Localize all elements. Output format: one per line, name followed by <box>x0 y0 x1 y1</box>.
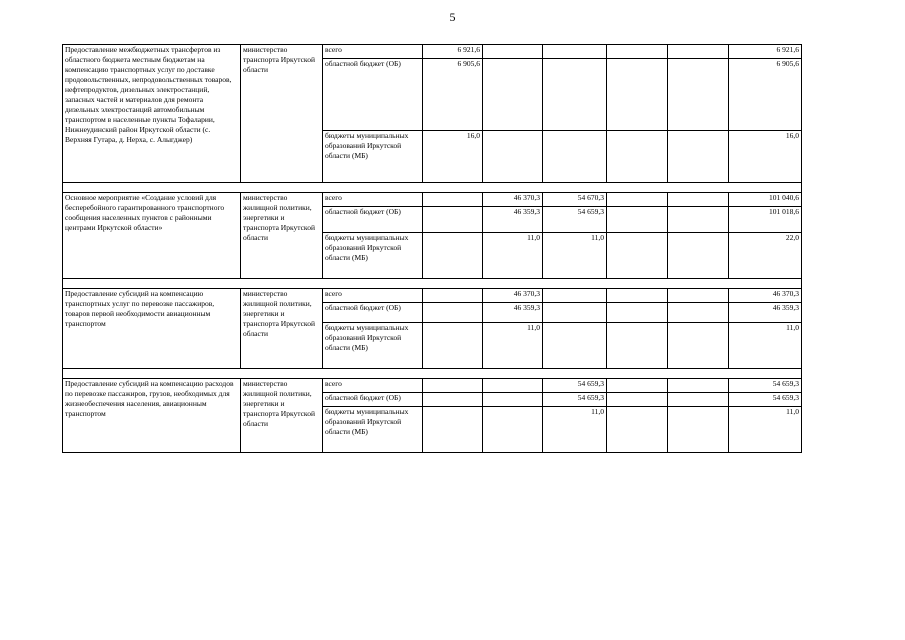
year-value-cell <box>423 323 483 369</box>
executor-cell: министерство жилищной политики, энергетики и транспорта Иркутской области <box>241 379 323 453</box>
funding-source-cell: областной бюджет (ОБ) <box>323 207 423 233</box>
separator-cell <box>483 279 543 289</box>
year-value-cell <box>423 207 483 233</box>
separator-cell <box>729 369 802 379</box>
measure-name-cell: Предоставление субсидий на компенсацию расходов по перевозке пассажиров, грузов, необходимых для жизнеобеспечения населения, авиационным транспортом <box>63 379 241 453</box>
block-separator <box>63 183 802 193</box>
funding-source-cell: бюджеты муниципальных образований Иркутской области (МБ) <box>323 233 423 279</box>
separator-cell <box>323 369 423 379</box>
block-separator <box>63 279 802 289</box>
year-value-cell <box>423 407 483 453</box>
year-value-cell <box>543 131 607 183</box>
year-value-cell <box>668 393 729 407</box>
year-value-cell <box>607 323 668 369</box>
funding-source-cell: бюджеты муниципальных образований Иркутской области (МБ) <box>323 323 423 369</box>
year-value-cell: 54 670,3 <box>543 193 607 207</box>
total-value-cell: 16,0 <box>729 131 802 183</box>
year-value-cell <box>607 379 668 393</box>
budget-table <box>62 44 802 453</box>
year-value-cell <box>607 193 668 207</box>
year-value-cell <box>543 289 607 303</box>
year-value-cell <box>607 407 668 453</box>
funding-source-cell: областной бюджет (ОБ) <box>323 303 423 323</box>
table-body <box>63 45 802 453</box>
year-value-cell <box>423 379 483 393</box>
year-value-cell <box>668 303 729 323</box>
separator-cell <box>483 369 543 379</box>
executor-cell: министерство жилищной политики, энергетики и транспорта Иркутской области <box>241 193 323 279</box>
separator-cell <box>668 183 729 193</box>
total-value-cell: 101 018,6 <box>729 207 802 233</box>
year-value-cell <box>668 323 729 369</box>
year-value-cell <box>423 393 483 407</box>
year-value-cell <box>668 407 729 453</box>
year-value-cell: 11,0 <box>483 323 543 369</box>
year-value-cell: 54 659,3 <box>543 379 607 393</box>
total-value-cell: 6 921,6 <box>729 45 802 59</box>
separator-cell <box>607 183 668 193</box>
year-value-cell <box>607 45 668 59</box>
separator-cell <box>483 183 543 193</box>
total-value-cell: 6 905,6 <box>729 59 802 131</box>
separator-cell <box>423 279 483 289</box>
separator-cell <box>729 183 802 193</box>
total-value-cell: 54 659,3 <box>729 393 802 407</box>
year-value-cell <box>483 393 543 407</box>
year-value-cell: 46 370,3 <box>483 289 543 303</box>
separator-cell <box>668 369 729 379</box>
funding-source-cell: бюджеты муниципальных образований Иркутской области (МБ) <box>323 131 423 183</box>
year-value-cell: 11,0 <box>543 233 607 279</box>
year-value-cell <box>483 131 543 183</box>
year-value-cell <box>607 207 668 233</box>
total-value-cell: 54 659,3 <box>729 379 802 393</box>
year-value-cell <box>668 233 729 279</box>
funding-source-cell: всего <box>323 289 423 303</box>
year-value-cell <box>423 303 483 323</box>
year-value-cell: 6 905,6 <box>423 59 483 131</box>
year-value-cell <box>668 379 729 393</box>
year-value-cell <box>607 289 668 303</box>
year-value-cell <box>543 45 607 59</box>
year-value-cell <box>423 193 483 207</box>
year-value-cell <box>607 59 668 131</box>
year-value-cell <box>423 233 483 279</box>
year-value-cell: 11,0 <box>543 407 607 453</box>
year-value-cell <box>423 289 483 303</box>
year-value-cell: 46 359,3 <box>483 303 543 323</box>
year-value-cell: 46 359,3 <box>483 207 543 233</box>
total-value-cell: 11,0 <box>729 323 802 369</box>
year-value-cell <box>668 45 729 59</box>
table-row <box>63 379 802 393</box>
separator-cell <box>543 369 607 379</box>
year-value-cell: 54 659,3 <box>543 207 607 233</box>
year-value-cell <box>483 45 543 59</box>
block-separator <box>63 369 802 379</box>
funding-source-cell: областной бюджет (ОБ) <box>323 59 423 131</box>
executor-cell: министерство транспорта Иркутской области <box>241 45 323 183</box>
separator-cell <box>543 279 607 289</box>
separator-cell <box>543 183 607 193</box>
separator-cell <box>423 369 483 379</box>
separator-cell <box>241 279 323 289</box>
table-row <box>63 193 802 207</box>
year-value-cell <box>668 289 729 303</box>
year-value-cell <box>483 379 543 393</box>
separator-cell <box>63 279 241 289</box>
funding-source-cell: всего <box>323 45 423 59</box>
funding-source-cell: бюджеты муниципальных образований Иркутской области (МБ) <box>323 407 423 453</box>
separator-cell <box>63 369 241 379</box>
total-value-cell: 22,0 <box>729 233 802 279</box>
year-value-cell: 6 921,6 <box>423 45 483 59</box>
total-value-cell: 46 359,3 <box>729 303 802 323</box>
measure-name-cell: Основное мероприятие «Создание условий для бесперебойного гарантированного транспортного сообщения населенных пунктов с районными центрами Иркутской области» <box>63 193 241 279</box>
year-value-cell <box>543 323 607 369</box>
year-value-cell <box>607 393 668 407</box>
separator-cell <box>323 183 423 193</box>
funding-source-cell: всего <box>323 193 423 207</box>
year-value-cell <box>483 407 543 453</box>
year-value-cell: 16,0 <box>423 131 483 183</box>
year-value-cell: 54 659,3 <box>543 393 607 407</box>
year-value-cell <box>607 233 668 279</box>
total-value-cell: 46 370,3 <box>729 289 802 303</box>
year-value-cell <box>543 59 607 131</box>
separator-cell <box>607 369 668 379</box>
funding-source-cell: областной бюджет (ОБ) <box>323 393 423 407</box>
year-value-cell: 11,0 <box>483 233 543 279</box>
measure-name-cell: Предоставление межбюджетных трансфертов из областного бюджета местным бюджетам на компенсацию транспортных услуг по доставке продовольственных, непродовольственных товаров, нефтепродуктов, дизельных электростанций, запасных частей и материалов для ремонта дизельных электростанций автомобильным транспортом в населенные пункты Тофаларии, Нижнеудинский район Иркутской области (с. Верхняя Гутара, д. Нерха, с. Алыгджер) <box>63 45 241 183</box>
total-value-cell: 11,0 <box>729 407 802 453</box>
year-value-cell <box>607 131 668 183</box>
year-value-cell <box>607 303 668 323</box>
separator-cell <box>607 279 668 289</box>
separator-cell <box>668 279 729 289</box>
separator-cell <box>241 183 323 193</box>
year-value-cell <box>668 207 729 233</box>
table-row <box>63 289 802 303</box>
year-value-cell: 46 370,3 <box>483 193 543 207</box>
year-value-cell <box>483 59 543 131</box>
year-value-cell <box>668 131 729 183</box>
year-value-cell <box>668 193 729 207</box>
separator-cell <box>729 279 802 289</box>
separator-cell <box>63 183 241 193</box>
year-value-cell <box>668 59 729 131</box>
separator-cell <box>323 279 423 289</box>
table-row <box>63 45 802 59</box>
page-number: 5 <box>449 10 456 24</box>
measure-name-cell: Предоставление субсидий на компенсацию транспортных услуг по перевозке пассажиров, товаров первой необходимости авиационным транспортом <box>63 289 241 369</box>
year-value-cell <box>543 303 607 323</box>
separator-cell <box>423 183 483 193</box>
total-value-cell: 101 040,6 <box>729 193 802 207</box>
separator-cell <box>241 369 323 379</box>
funding-source-cell: всего <box>323 379 423 393</box>
executor-cell: министерство жилищной политики, энергетики и транспорта Иркутской области <box>241 289 323 369</box>
